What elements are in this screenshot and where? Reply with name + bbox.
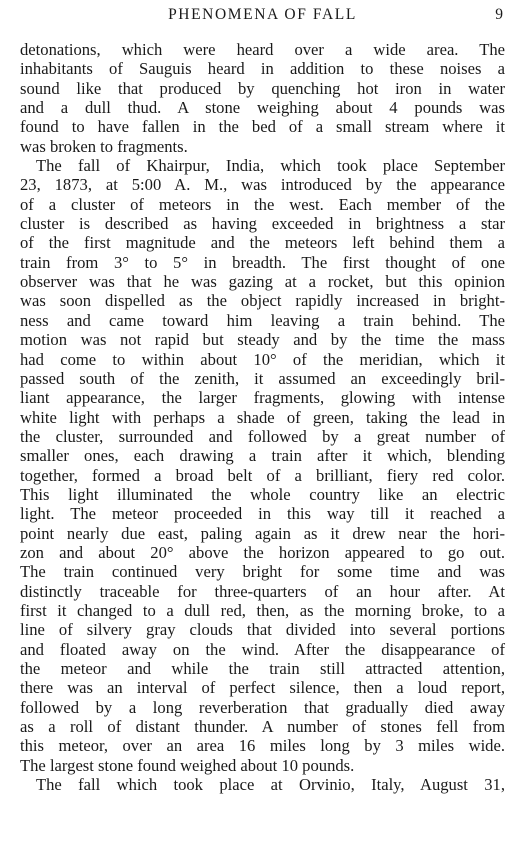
text-line: smaller ones, each drawing a train after it which, blending xyxy=(20,446,505,466)
text-line: observer was that he was gazing at a rocket, but this opinion xyxy=(20,272,505,292)
text-line: first it changed to a dull red, then, as the morning broke, to a xyxy=(20,600,505,620)
text-line: and a dull thud. A stone weighing about 4 pounds was xyxy=(20,98,505,118)
body-text xyxy=(20,40,505,794)
text-line: of the first magnitude and the meteors left behind them a xyxy=(20,233,505,253)
paragraph xyxy=(20,40,505,156)
text-line: distinctly traceable for three-quarters of an hour after. At xyxy=(20,581,505,601)
text-line: was broken to fragments. xyxy=(20,136,188,156)
text-line: followed by a long reverberation that gradually died away xyxy=(20,697,505,717)
text-line: motion was not rapid but steady and by the time the mass xyxy=(20,330,505,350)
text-line: This light illuminated the whole country like an electric xyxy=(20,484,505,504)
text-line: and floated away on the wind. After the disappearance of xyxy=(20,639,505,659)
running-title: PHENOMENA OF FALL xyxy=(168,6,357,23)
text-line: 23, 1873, at 5:00 A. M., was introduced by the appearance xyxy=(20,175,505,195)
page-header xyxy=(20,6,505,30)
text-line: of a cluster of meteors in the west. Each member of the xyxy=(20,194,505,214)
book-page xyxy=(20,6,505,794)
text-line: white light with perhaps a shade of green, taking the lead in xyxy=(20,407,505,427)
text-line: there was an interval of perfect silence, then a loud report, xyxy=(20,678,505,698)
text-line: light. The meteor proceeded in this way till it reached a xyxy=(20,504,505,524)
text-line: zon and about 20° above the horizon appeared to go out. xyxy=(20,542,505,562)
paragraph xyxy=(20,156,505,775)
text-line: point nearly due east, paling again as it drew near the hori- xyxy=(20,523,505,543)
text-line: The fall which took place at Orvinio, Italy, August 31, xyxy=(36,775,505,795)
text-line: together, formed a broad belt of a brilliant, fiery red color. xyxy=(20,465,505,485)
text-line: The fall of Khairpur, India, which took place September xyxy=(36,156,505,176)
text-line: had come to within about 10° of the meridian, which it xyxy=(20,349,505,369)
text-line: the meteor and while the train still attracted attention, xyxy=(20,659,505,678)
text-line: line of silvery gray clouds that divided into several portions xyxy=(20,620,505,640)
text-line: The train continued very bright for some time and was xyxy=(20,562,505,582)
page-number: 9 xyxy=(495,6,503,23)
text-line: The largest stone found weighed about 10 pounds. xyxy=(20,755,355,775)
text-line: this meteor, over an area 16 miles long by 3 miles wide. xyxy=(20,736,505,756)
text-line: train from 3° to 5° in breadth. The first thought of one xyxy=(20,252,505,272)
text-line: inhabitants of Sauguis heard in addition to these noises a xyxy=(20,59,505,79)
text-line: ness and came toward him leaving a train behind. The xyxy=(20,310,505,330)
text-line: detonations, which were heard over a wide area. The xyxy=(20,40,505,59)
text-line: cluster is described as having exceeded in brightness a star xyxy=(20,214,505,234)
paragraph xyxy=(20,775,505,794)
text-line: sound like that produced by quenching hot iron in water xyxy=(20,78,505,98)
text-line: was soon dispelled as the object rapidly increased in bright- xyxy=(20,291,505,311)
text-line: liant appearance, the larger fragments, glowing with intense xyxy=(20,388,505,408)
text-line: as a roll of distant thunder. A number of stones fell from xyxy=(20,717,505,737)
text-line: passed south of the zenith, it assumed an exceedingly bril- xyxy=(20,368,505,388)
text-line: the cluster, surrounded and followed by a great number of xyxy=(20,426,505,446)
text-line: found to have fallen in the bed of a small stream where it xyxy=(20,117,505,137)
